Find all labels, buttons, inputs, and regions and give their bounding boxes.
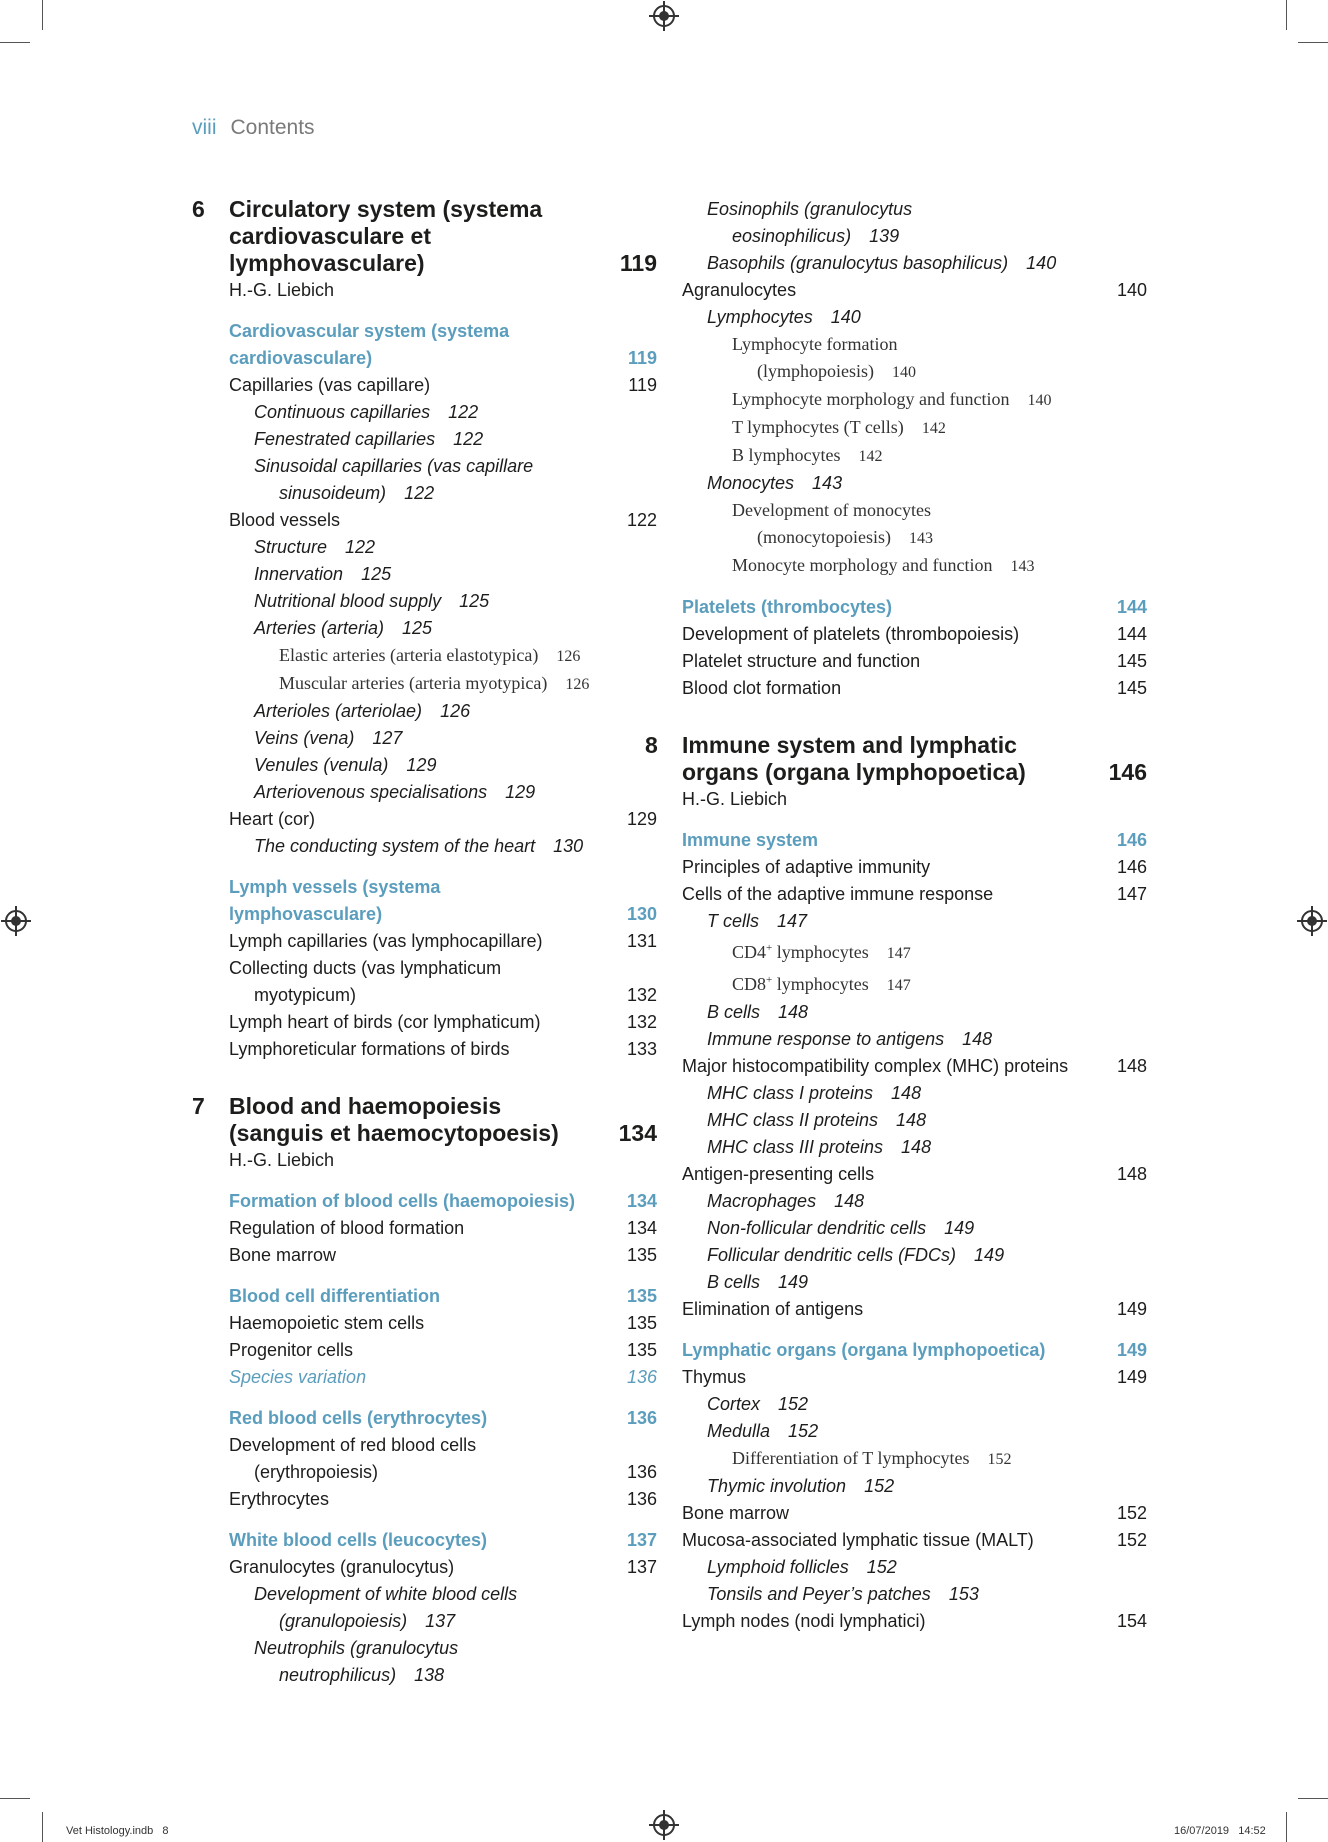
toc-subentry: MHC class I proteins 148 [707, 1083, 922, 1103]
toc-entry: Blood vessels 122 [229, 510, 657, 530]
toc-section: Immune system 146 [682, 830, 1147, 850]
toc-subentry: Development of white blood cells (granulopoiesis) 137 [254, 1584, 518, 1631]
toc-section: Blood cell differentiation 135 [229, 1286, 657, 1306]
chapter-page: 146 [1108, 759, 1147, 785]
toc-entry: Lymphoreticular formations of birds 133 [229, 1039, 657, 1059]
toc-entry: Bone marrow 152 [682, 1503, 1147, 1523]
toc-subentry: Follicular dendritic cells (FDCs) 149 [707, 1245, 1005, 1265]
toc-subentry: Neutrophils (granulocytus neutrophilicus) 138 [254, 1638, 459, 1685]
crop-mark [1286, 1812, 1287, 1842]
toc-subentry: The conducting system of the heart 130 [254, 836, 584, 856]
toc-entry: Blood clot formation 145 [682, 678, 1147, 698]
toc-subsubentry: Monocyte morphology and function 143 [732, 555, 1035, 575]
toc-subsubentry: B lymphocytes 142 [732, 445, 883, 465]
toc-section: White blood cells (leucocytes) 137 [229, 1530, 657, 1550]
toc-entry: Mucosa-associated lymphatic tissue (MALT) 152 [682, 1530, 1147, 1550]
toc-entry: Erythrocytes 136 [229, 1489, 657, 1509]
toc-entry: Lymph heart of birds (cor lymphaticum) 132 [229, 1012, 657, 1032]
toc-subentry: Arteries (arteria) 125 [254, 618, 433, 638]
toc-entry: Elimination of antigens 149 [682, 1299, 1147, 1319]
toc-section: Formation of blood cells (haemopoiesis) 134 [229, 1191, 657, 1211]
chapter-title: Circulatory system (systema cardiovasculare et lymphovasculare) [229, 196, 543, 276]
toc-section: Lymph vessels (systema lymphovasculare) 130 [229, 877, 657, 924]
crop-mark [1286, 0, 1287, 30]
toc-entry: Progenitor cells 135 [229, 1340, 657, 1360]
toc-subentry: MHC class II proteins 148 [707, 1110, 927, 1130]
toc-subsubentry: Development of monocytes (monocytopoiesis) 143 [732, 500, 933, 547]
toc-entry: Agranulocytes 140 [682, 280, 1147, 300]
toc-entry: Lymph capillaries (vas lymphocapillare) 131 [229, 931, 657, 951]
toc-entry: Collecting ducts (vas lymphaticum myotypicum) 132 [229, 958, 657, 1005]
chapter-page: 119 [619, 250, 657, 276]
chapter-heading [645, 732, 1147, 813]
toc-subentry: B cells 149 [707, 1272, 809, 1292]
registration-mark-icon [653, 1814, 675, 1836]
registration-mark-icon [5, 910, 27, 932]
toc-column-left [192, 196, 657, 1689]
toc-entry: Principles of adaptive immunity 146 [682, 857, 1147, 877]
toc-subsubentry: Differentiation of T lymphocytes 152 [732, 1448, 1012, 1468]
toc-subentry: T cells 147 [707, 911, 808, 931]
toc-entry: Granulocytes (granulocytus) 137 [229, 1557, 657, 1577]
toc-entry: Regulation of blood formation 134 [229, 1218, 657, 1238]
toc-subsubentry: Muscular arteries (arteria myotypica) 126 [279, 673, 590, 693]
toc-subsubentry: Lymphocyte formation (lymphopoiesis) 140 [732, 334, 916, 381]
toc-subentry: Cortex 152 [707, 1394, 809, 1414]
toc-section: Cardiovascular system (systema cardiovasculare) 119 [229, 321, 657, 368]
chapter-title: Immune system and lymphatic organs (organa lymphopoetica) [682, 732, 1026, 785]
toc-subentry: B cells 148 [707, 1002, 809, 1022]
toc-subsubentry: T lymphocytes (T cells) 142 [732, 417, 946, 437]
toc-subentry: Non-follicular dendritic cells 149 [707, 1218, 975, 1238]
chapter-heading [192, 196, 657, 304]
toc-subentry: Medulla 152 [707, 1421, 819, 1441]
toc-subsubentry: CD8+ lymphocytes 147 [732, 974, 911, 994]
toc-entry: Species variation 136 [229, 1367, 657, 1387]
toc-subentry: Fenestrated capillaries 122 [254, 429, 484, 449]
crop-mark [0, 1798, 30, 1799]
chapter-title: Blood and haemopoiesis (sanguis et haemocytopoesis) [229, 1093, 559, 1146]
crop-mark [1298, 1798, 1328, 1799]
toc-entry: Major histocompatibility complex (MHC) proteins 148 [682, 1056, 1147, 1076]
toc-subentry: Venules (venula) 129 [254, 755, 437, 775]
running-title: Contents [230, 116, 315, 139]
chapter-number: 6 [192, 196, 205, 222]
toc-subsubentry: Lymphocyte morphology and function 140 [732, 389, 1052, 409]
toc-subentry: Basophils (granulocytus basophilicus) 140 [707, 253, 1057, 273]
toc-entry: Bone marrow 135 [229, 1245, 657, 1265]
toc-section: Red blood cells (erythrocytes) 136 [229, 1408, 657, 1428]
toc-entry: Thymus 149 [682, 1367, 1147, 1387]
toc-entry: Haemopoietic stem cells 135 [229, 1313, 657, 1333]
toc-subentry: Continuous capillaries 122 [254, 402, 479, 422]
registration-mark-icon [653, 5, 675, 27]
toc-subentry: Sinusoidal capillaries (vas capillare sinusoideum) 122 [254, 456, 534, 503]
toc-entry: Development of red blood cells (erythropoiesis) 136 [229, 1435, 657, 1482]
chapter-number: 8 [645, 732, 658, 758]
toc-subentry: Monocytes 143 [707, 473, 843, 493]
crop-mark [42, 1812, 43, 1842]
toc-subentry: Lymphoid follicles 152 [707, 1557, 897, 1577]
toc-column-right [645, 196, 1147, 1635]
crop-mark [0, 42, 30, 43]
toc-subentry: MHC class III proteins 148 [707, 1137, 932, 1157]
chapter-author: H.-G. Liebich [229, 1150, 335, 1170]
page-number: viii [192, 116, 217, 139]
registration-mark-icon [1301, 910, 1323, 932]
toc-entry: Capillaries (vas capillare) 119 [229, 375, 657, 395]
print-slug-file: Vet Histology.indb 8 [66, 1825, 169, 1837]
toc-entry: Cells of the adaptive immune response 147 [682, 884, 1147, 904]
toc-subentry: Structure 122 [254, 537, 376, 557]
chapter-number: 7 [192, 1093, 205, 1119]
print-slug-date: 16/07/2019 14:52 [1174, 1825, 1266, 1837]
toc-subentry: Innervation 125 [254, 564, 392, 584]
toc-entry: Platelet structure and function 145 [682, 651, 1147, 671]
toc-entry: Heart (cor) 129 [229, 809, 657, 829]
toc-section: Platelets (thrombocytes) 144 [682, 597, 1147, 617]
toc-subentry: Arteriovenous specialisations 129 [254, 782, 536, 802]
toc-subentry: Tonsils and Peyer’s patches 153 [707, 1584, 979, 1604]
toc-subentry: Arterioles (arteriolae) 126 [254, 701, 471, 721]
crop-mark [1298, 42, 1328, 43]
chapter-page: 134 [618, 1120, 657, 1146]
chapter-author: H.-G. Liebich [682, 789, 788, 809]
toc-subentry: Veins (vena) 127 [254, 728, 403, 748]
toc-subentry: Immune response to antigens 148 [707, 1029, 993, 1049]
chapter-heading [192, 1093, 657, 1174]
toc-entry: Antigen-presenting cells 148 [682, 1164, 1147, 1184]
toc-entry: Lymph nodes (nodi lymphatici) 154 [682, 1611, 1147, 1631]
toc-subentry: Macrophages 148 [707, 1191, 865, 1211]
toc-entry: Development of platelets (thrombopoiesis) 144 [682, 624, 1147, 644]
toc-subentry: Thymic involution 152 [707, 1476, 895, 1496]
crop-mark [42, 0, 43, 30]
chapter-author: H.-G. Liebich [229, 280, 335, 300]
toc-subentry: Lymphocytes 140 [707, 307, 861, 327]
toc-subsubentry: Elastic arteries (arteria elastotypica) 126 [279, 645, 581, 665]
toc-subentry: Eosinophils (granulocytus eosinophilicus) 139 [707, 199, 913, 246]
toc-subentry: Nutritional blood supply 125 [254, 591, 490, 611]
toc-section: Lymphatic organs (organa lymphopoetica) 149 [682, 1340, 1147, 1360]
toc-subsubentry: CD4+ lymphocytes 147 [732, 942, 911, 962]
running-head [192, 116, 315, 140]
